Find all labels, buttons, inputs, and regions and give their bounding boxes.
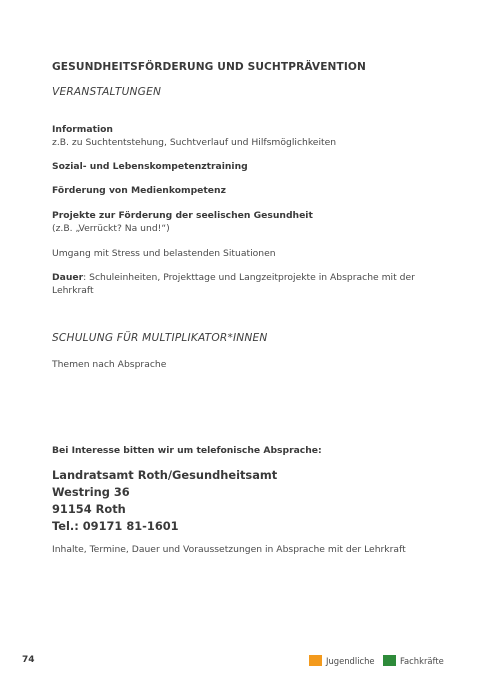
page-number: 74 [22, 655, 35, 665]
dauer-value: : Schuleinheiten, Projekttage und Langzeitprojekte in Absprache mit der Lehrkraft [52, 272, 415, 296]
contact-address [52, 467, 277, 535]
projekte-block [52, 209, 432, 235]
legend-swatch-jugendliche [309, 655, 322, 666]
veranstaltungen-heading: VERANSTALTUNGEN [52, 86, 162, 98]
contact-intro: Bei Interesse bitten wir um telefonische Absprache: [52, 445, 322, 456]
schulung-text: Themen nach Absprache [52, 359, 167, 370]
stress-text: Umgang mit Stress und belastenden Situationen [52, 248, 276, 259]
information-block [52, 123, 432, 149]
sozial-title: Sozial- und Lebenskompetenztraining [52, 161, 248, 172]
projekte-text: (z.B. „Verrückt? Na und!“) [52, 223, 170, 234]
contact-city: 91154 Roth [52, 502, 126, 516]
legend-label-jugendliche: Jugendliche [326, 655, 375, 666]
contact-street: Westring 36 [52, 485, 130, 499]
contact-org: Landratsamt Roth/Gesundheitsamt [52, 468, 278, 482]
legend-item-fachkraefte [383, 655, 444, 666]
projekte-title: Projekte zur Förderung der seelischen Gesundheit [52, 210, 313, 221]
legend-label-fachkraefte: Fachkräfte [400, 655, 444, 666]
information-text: z.B. zu Suchtentstehung, Suchtverlauf und Hilfsmöglichkeiten [52, 137, 337, 148]
dauer-label: Dauer [52, 272, 84, 283]
medien-title: Förderung von Medienkompetenz [52, 185, 226, 196]
contact-phone: Tel.: 09171 81-1601 [52, 519, 179, 533]
contact-note: Inhalte, Termine, Dauer und Voraussetzungen in Absprache mit der Lehrkraft [52, 544, 406, 555]
dauer-text [52, 271, 437, 297]
legend-swatch-fachkraefte [383, 655, 396, 666]
information-title: Information [52, 124, 113, 135]
legend-item-jugendliche [309, 655, 375, 666]
section-title: GESUNDHEITSFÖRDERUNG UND SUCHTPRÄVENTION [52, 61, 366, 73]
schulung-heading: SCHULUNG FÜR MULTIPLIKATOR*INNEN [52, 332, 268, 344]
